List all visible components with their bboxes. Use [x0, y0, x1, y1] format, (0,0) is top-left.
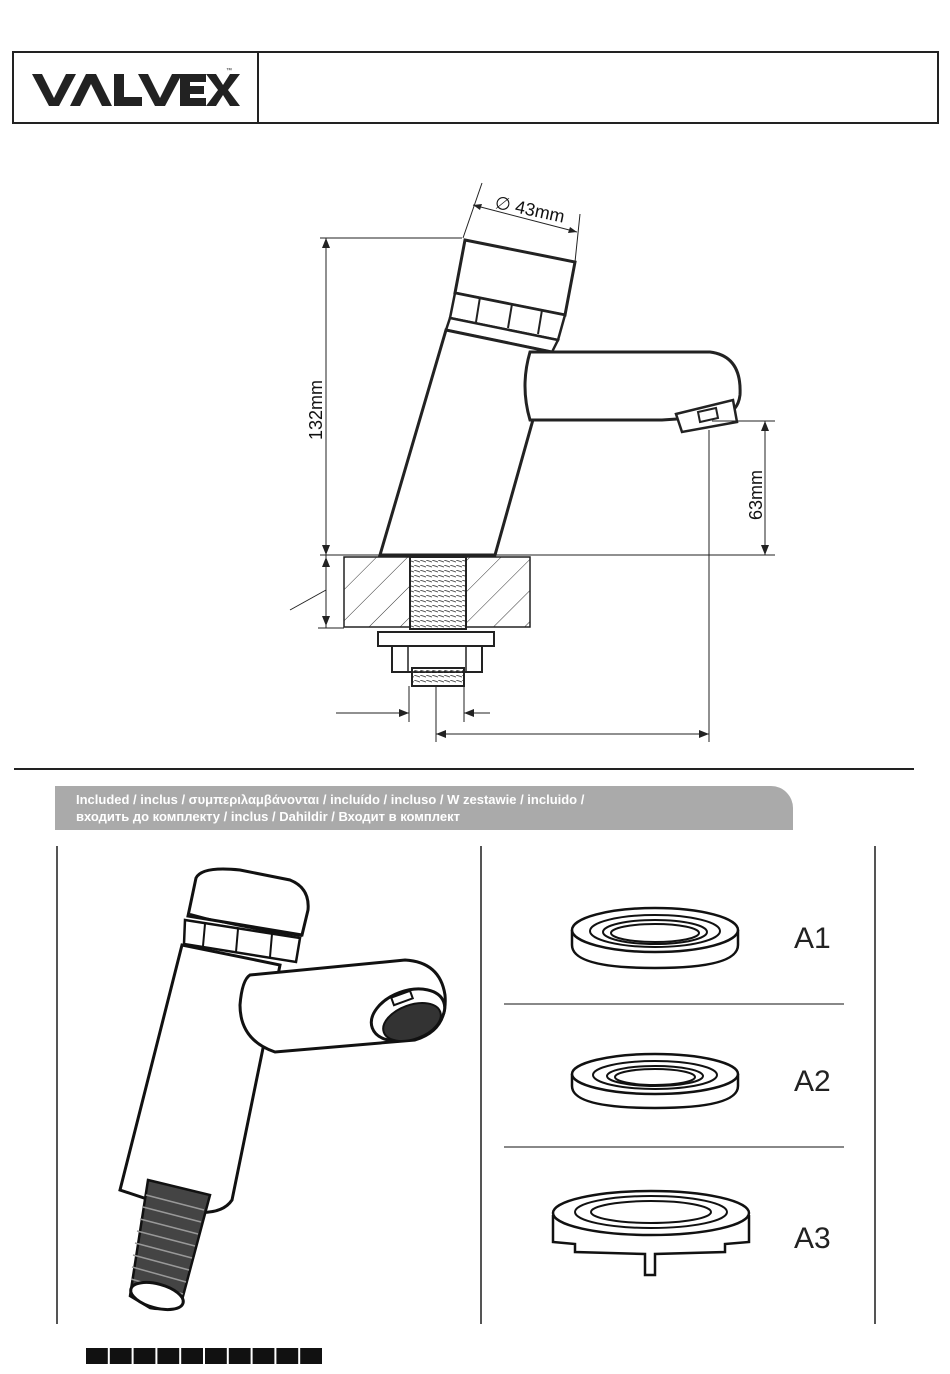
included-line-1: Included / inclus / συμπεριλαμβάνονται / incluído / incluso / W zestawie / incluido / — [76, 792, 585, 807]
spout — [525, 352, 740, 432]
footer-segment — [110, 1348, 132, 1364]
countertop-section — [290, 555, 530, 629]
footer-segment — [86, 1348, 108, 1364]
trademark: ™ — [226, 68, 232, 74]
included-line-2: входить до комплекту / inclus / Dahildir / Входит в комплект — [76, 809, 460, 824]
footer-segment-bar — [86, 1348, 324, 1364]
panel-left-border — [56, 846, 58, 1324]
spout-height-label: 63mm — [746, 469, 766, 520]
tap-illustration — [100, 860, 460, 1320]
panel-middle-border — [480, 846, 482, 1324]
height-label: 132mm — [306, 379, 326, 440]
footer-segment — [134, 1348, 156, 1364]
valvex-logo — [30, 66, 240, 112]
footer-segment — [276, 1348, 298, 1364]
part-a2-label: A2 — [794, 1065, 831, 1098]
washer-a3-icon — [545, 1180, 765, 1280]
washer-a1-icon — [560, 900, 750, 980]
diameter-label: ∅ 43mm — [493, 192, 567, 227]
header-divider — [257, 51, 259, 124]
part-a3-label: A3 — [794, 1222, 831, 1255]
footer-segment — [205, 1348, 227, 1364]
spout-height-dimension — [712, 421, 775, 555]
parts-divider-1 — [504, 1003, 844, 1005]
parts-divider-2 — [504, 1146, 844, 1148]
footer-segment — [181, 1348, 203, 1364]
section-divider — [14, 768, 914, 770]
panel-right-border — [874, 846, 876, 1324]
footer-segment — [229, 1348, 251, 1364]
part-a1-label: A1 — [794, 922, 831, 955]
technical-drawing — [0, 170, 950, 760]
footer-segment — [300, 1348, 322, 1364]
mounting-nut — [378, 632, 494, 686]
footer-segment — [157, 1348, 179, 1364]
included-heading — [76, 791, 786, 825]
washer-a2-icon — [560, 1044, 750, 1116]
footer-segment — [253, 1348, 275, 1364]
